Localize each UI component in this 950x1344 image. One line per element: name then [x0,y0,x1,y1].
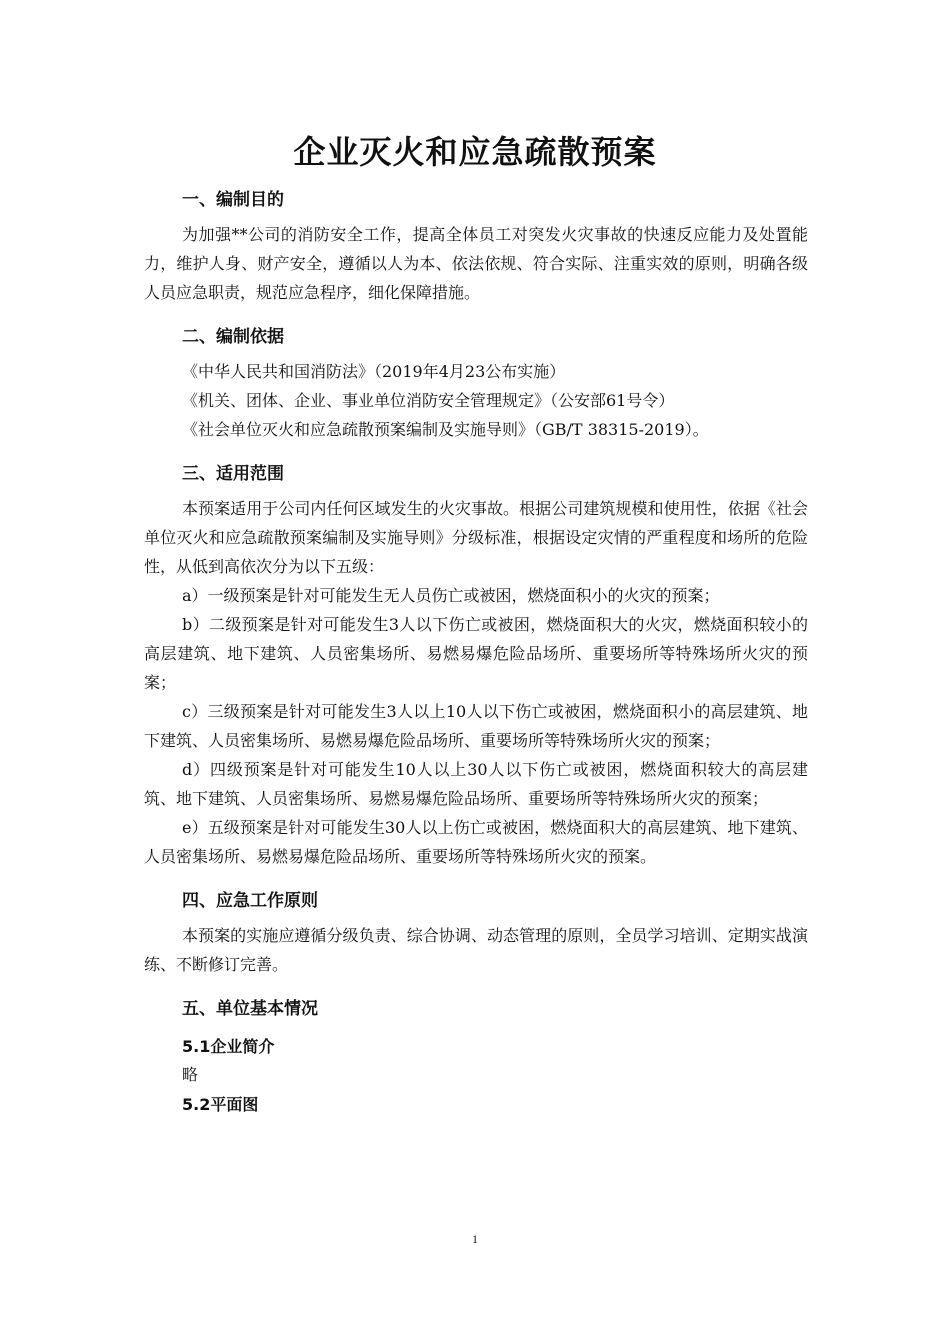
heading-principles: 四、应急工作原则 [182,891,318,911]
document-title: 企业灭火和应急疏散预案 [293,133,657,171]
basis-item: 《机关、团体、企业、事业单位消防安全管理规定》（公安部61号令） [182,391,675,410]
basis-item: 《中华人民共和国消防法》（2019年4月23公布实施） [182,362,566,381]
heading-purpose: 一、编制目的 [182,190,284,210]
scope-level-item: b）二级预案是针对可能发生3人以下伤亡或被困，燃烧面积大的火灾，燃烧面积较小的高层建筑、地下建筑、人员密集场所、易燃易爆危险品场所、重要场所等特殊场所火灾的预案； [144,615,808,692]
subheading-company-profile: 5.1企业简介 [182,1037,275,1056]
heading-basis: 二、编制依据 [182,327,284,347]
company-profile-text: 略 [182,1065,199,1084]
heading-scope: 三、适用范围 [182,464,284,484]
scope-level-item: c）三级预案是针对可能发生3人以上10人以下伤亡或被困，燃烧面积小的高层建筑、地下建筑、人员密集场所、易燃易爆危险品场所、重要场所等特殊场所火灾的预案； [144,702,808,750]
document-body [144,186,808,1119]
page-number: 1 [472,1232,478,1246]
scope-level-item: a）一级预案是针对可能发生无人员伤亡或被困，燃烧面积小的火灾的预案； [182,586,720,605]
scope-level-item: d）四级预案是针对可能发生10人以上30人以下伤亡或被困，燃烧面积较大的高层建筑、地下建筑、人员密集场所、易燃易爆危险品场所、重要场所等特殊场所火灾的预案； [144,760,808,808]
paragraph-principles: 本预案的实施应遵循分级负责、综合协调、动态管理的原则，全员学习培训、定期实战演练、不断修订完善。 [144,926,808,974]
subheading-floor-plan: 5.2平面图 [182,1095,259,1114]
basis-item: 《社会单位灭火和应急疏散预案编制及实施导则》（GB/T 38315-2019）。 [182,420,709,439]
paragraph-scope-intro: 本预案适用于公司内任何区域发生的火灾事故。根据公司建筑规模和使用性，依据《社会单位灭火和应急疏散预案编制及实施导则》分级标准，根据设定灾情的严重程度和场所的危险性，从低到高依次分为以下五级： [144,499,808,576]
paragraph-purpose: 为加强**公司的消防安全工作，提高全体员工对突发火灾事故的快速反应能力及处置能力，维护人身、财产安全，遵循以人为本、依法依规、符合实际、注重实效的原则，明确各级人员应急职责，规范应急程序，细化保障措施。 [144,225,808,302]
scope-level-item: e）五级预案是针对可能发生30人以上伤亡或被困，燃烧面积大的高层建筑、地下建筑、人员密集场所、易燃易爆危险品场所、重要场所等特殊场所火灾的预案。 [144,818,808,866]
heading-basic-info: 五、单位基本情况 [182,999,318,1019]
